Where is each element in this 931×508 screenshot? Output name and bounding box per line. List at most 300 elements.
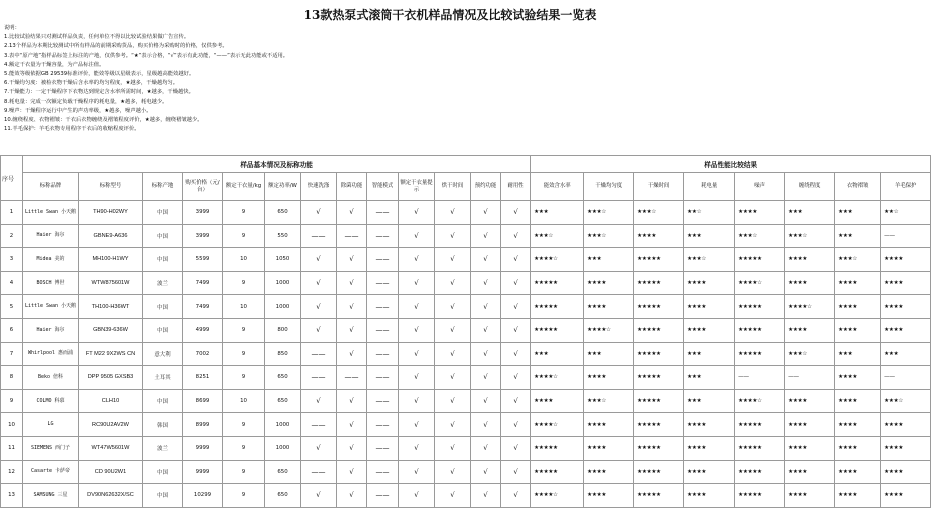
column-header: 干燥均匀度 bbox=[584, 173, 634, 201]
table-cell-no: 13 bbox=[1, 484, 23, 508]
table-cell-l: ★★★★ bbox=[881, 436, 931, 460]
table-cell-no: 9 bbox=[1, 389, 23, 413]
table-cell-c5: √ bbox=[435, 436, 471, 460]
table-cell-no: 5 bbox=[1, 295, 23, 319]
table-row bbox=[1, 201, 931, 225]
table-cell-no: 7 bbox=[1, 342, 23, 366]
table-cell-i: ★★★★★ bbox=[735, 413, 785, 437]
table-cell-origin: 波兰 bbox=[143, 271, 183, 295]
table-cell-i: ★★★★☆ bbox=[735, 271, 785, 295]
table-cell-price: 5599 bbox=[183, 248, 223, 272]
table-cell-c4: √ bbox=[399, 484, 435, 508]
table-cell-j: ★★★ bbox=[785, 201, 835, 225]
table-cell-i: —— bbox=[735, 366, 785, 390]
column-header: 快速洗涤 bbox=[301, 173, 337, 201]
table-cell-f: ★★★☆ bbox=[584, 389, 634, 413]
table-cell-c5: √ bbox=[435, 295, 471, 319]
table-cell-h: ★★★★ bbox=[684, 271, 735, 295]
table-cell-c1: √ bbox=[301, 318, 337, 342]
table-cell-k: ★★★★ bbox=[835, 436, 881, 460]
table-cell-price: 7499 bbox=[183, 271, 223, 295]
table-cell-l: ★★★ bbox=[881, 342, 931, 366]
table-cell-h: ★★★ bbox=[684, 342, 735, 366]
table-cell-brand: BOSCH 博世 bbox=[23, 271, 79, 295]
table-cell-f: ★★★ bbox=[584, 342, 634, 366]
table-cell-k: ★★★ bbox=[835, 224, 881, 248]
table-cell-c6: √ bbox=[471, 436, 501, 460]
column-header: 预约功能 bbox=[471, 173, 501, 201]
note-line: 5.能效等级依据GB 29539标准评价，能效等级以星级表示，星级越高能效越好。 bbox=[4, 70, 195, 77]
table-cell-model: TH90-H02WY bbox=[79, 201, 143, 225]
table-cell-j: ★★★★ bbox=[785, 460, 835, 484]
table-cell-power: 550 bbox=[265, 224, 301, 248]
table-cell-no: 6 bbox=[1, 318, 23, 342]
table-cell-durability: √ bbox=[501, 224, 531, 248]
table-row bbox=[1, 295, 931, 319]
table-cell-c5: √ bbox=[435, 366, 471, 390]
note-line: 1.比较试验结果只对测试样品负责，任何单位不得以比较试验结果做广告宣传。 bbox=[4, 34, 190, 41]
note-line: 11.羊毛保护：羊毛衣物专用程序干衣后的收缩程度评价。 bbox=[4, 126, 140, 133]
table-cell-cap: 10 bbox=[223, 295, 265, 319]
table-cell-power: 650 bbox=[265, 366, 301, 390]
table-cell-power: 800 bbox=[265, 318, 301, 342]
note-line: 9.噪声：干燥程序运行中产生的声功率级，★越多，噪声越小。 bbox=[4, 107, 152, 114]
table-cell-power: 650 bbox=[265, 201, 301, 225]
table-row bbox=[1, 318, 931, 342]
table-cell-no: 4 bbox=[1, 271, 23, 295]
table-cell-c3: —— bbox=[367, 366, 399, 390]
table-cell-cap: 9 bbox=[223, 224, 265, 248]
note-line: 4.额定干衣量为干燥容量，为产品标注值。 bbox=[4, 61, 105, 68]
column-header: 能效含水率 bbox=[531, 173, 584, 201]
column-header: 额定功率/W bbox=[265, 173, 301, 201]
table-cell-durability: √ bbox=[501, 389, 531, 413]
table-cell-durability: √ bbox=[501, 201, 531, 225]
table-cell-i: ★★★★★ bbox=[735, 318, 785, 342]
table-row bbox=[1, 366, 931, 390]
table-cell-f: ★★★ bbox=[584, 248, 634, 272]
table-cell-c3: —— bbox=[367, 318, 399, 342]
table-cell-j: —— bbox=[785, 366, 835, 390]
table-cell-c2: √ bbox=[337, 484, 367, 508]
table-cell-c3: —— bbox=[367, 436, 399, 460]
table-cell-c2: √ bbox=[337, 436, 367, 460]
table-cell-j: ★★★★ bbox=[785, 436, 835, 460]
table-cell-durability: √ bbox=[501, 295, 531, 319]
table-cell-l: ★★★★ bbox=[881, 413, 931, 437]
table-cell-h: ★★★★ bbox=[684, 436, 735, 460]
column-header: 标称品牌 bbox=[23, 173, 79, 201]
table-cell-c4: √ bbox=[399, 318, 435, 342]
table-cell-c1: —— bbox=[301, 342, 337, 366]
table-cell-brand: Haier 海尔 bbox=[23, 318, 79, 342]
table-cell-c1: √ bbox=[301, 271, 337, 295]
table-cell-e: ★★★☆ bbox=[531, 224, 584, 248]
table-cell-cap: 9 bbox=[223, 484, 265, 508]
column-header: 缠绕程度 bbox=[785, 173, 835, 201]
table-cell-model: CD 90U2W1 bbox=[79, 460, 143, 484]
table-cell-model: DV90N62632X/SC bbox=[79, 484, 143, 508]
table-cell-model: RC90U2AV2W bbox=[79, 413, 143, 437]
table-cell-j: ★★★★☆ bbox=[785, 295, 835, 319]
table-cell-origin: 中国 bbox=[143, 248, 183, 272]
note-line: 7.干燥能力：一定干燥程序下衣物达到规定含水率所需时间，★越多，干燥越快。 bbox=[4, 89, 194, 96]
table-cell-no: 3 bbox=[1, 248, 23, 272]
table-cell-l: ★★★★ bbox=[881, 295, 931, 319]
table-cell-cap: 10 bbox=[223, 248, 265, 272]
table-cell-c5: √ bbox=[435, 201, 471, 225]
table-cell-price: 8699 bbox=[183, 389, 223, 413]
table-cell-origin: 韩国 bbox=[143, 413, 183, 437]
table-cell-f: ★★★★ bbox=[584, 295, 634, 319]
table-cell-c4: √ bbox=[399, 201, 435, 225]
table-cell-k: ★★★★ bbox=[835, 318, 881, 342]
table-cell-e: ★★★★☆ bbox=[531, 413, 584, 437]
table-cell-c5: √ bbox=[435, 224, 471, 248]
table-cell-no: 11 bbox=[1, 436, 23, 460]
table-cell-cap: 9 bbox=[223, 318, 265, 342]
table-cell-c1: —— bbox=[301, 460, 337, 484]
table-cell-c4: √ bbox=[399, 271, 435, 295]
table-cell-g: ★★★★★ bbox=[634, 318, 684, 342]
table-cell-h: ★★★★ bbox=[684, 484, 735, 508]
table-row bbox=[1, 389, 931, 413]
table-cell-j: ★★★★ bbox=[785, 248, 835, 272]
table-cell-c3: —— bbox=[367, 413, 399, 437]
table-cell-e: ★★★★★ bbox=[531, 318, 584, 342]
table-cell-i: ★★★★★ bbox=[735, 342, 785, 366]
table-cell-cap: 9 bbox=[223, 271, 265, 295]
column-header: 噪声 bbox=[735, 173, 785, 201]
table-cell-i: ★★★★☆ bbox=[735, 389, 785, 413]
table-row bbox=[1, 413, 931, 437]
table-cell-c4: √ bbox=[399, 366, 435, 390]
table-cell-i: ★★★★★ bbox=[735, 295, 785, 319]
table-cell-f: ★★★☆ bbox=[584, 201, 634, 225]
column-header: 额定干衣量提示 bbox=[399, 173, 435, 201]
table-cell-f: ★★★★ bbox=[584, 366, 634, 390]
table-cell-cap: 9 bbox=[223, 201, 265, 225]
table-cell-brand: SAMSUNG 三星 bbox=[23, 484, 79, 508]
table-cell-origin: 中国 bbox=[143, 318, 183, 342]
table-cell-c4: √ bbox=[399, 436, 435, 460]
table-cell-e: ★★★★★ bbox=[531, 271, 584, 295]
table-cell-c1: √ bbox=[301, 436, 337, 460]
table-row bbox=[1, 460, 931, 484]
table-cell-h: ★★★☆ bbox=[684, 248, 735, 272]
table-cell-c3: —— bbox=[367, 248, 399, 272]
seq-header: 序号 bbox=[1, 156, 23, 201]
table-cell-c4: √ bbox=[399, 342, 435, 366]
table-cell-e: ★★★★☆ bbox=[531, 248, 584, 272]
table-cell-g: ★★★★★ bbox=[634, 413, 684, 437]
table-cell-c4: √ bbox=[399, 224, 435, 248]
column-header: 衣物褶皱 bbox=[835, 173, 881, 201]
column-header: 羊毛保护 bbox=[881, 173, 931, 201]
group-header-performance: 样品性能比较结果 bbox=[531, 156, 931, 173]
table-cell-model: GBN39-636W bbox=[79, 318, 143, 342]
table-cell-g: ★★★★★ bbox=[634, 271, 684, 295]
table-cell-c2: √ bbox=[337, 389, 367, 413]
table-cell-durability: √ bbox=[501, 271, 531, 295]
table-cell-l: ★★★★ bbox=[881, 318, 931, 342]
table-cell-c6: √ bbox=[471, 413, 501, 437]
table-cell-price: 9999 bbox=[183, 460, 223, 484]
table-cell-c1: √ bbox=[301, 248, 337, 272]
table-cell-i: ★★★☆ bbox=[735, 224, 785, 248]
table-cell-k: ★★★★ bbox=[835, 460, 881, 484]
table-cell-c6: √ bbox=[471, 366, 501, 390]
table-cell-l: ★★★☆ bbox=[881, 389, 931, 413]
table-cell-k: ★★★★ bbox=[835, 389, 881, 413]
table-cell-h: ★★★ bbox=[684, 224, 735, 248]
table-cell-j: ★★★★ bbox=[785, 413, 835, 437]
table-cell-model: TH100-H36WT bbox=[79, 295, 143, 319]
table-cell-c6: √ bbox=[471, 484, 501, 508]
table-cell-cap: 10 bbox=[223, 389, 265, 413]
table-cell-power: 1000 bbox=[265, 295, 301, 319]
table-cell-power: 650 bbox=[265, 484, 301, 508]
table-cell-durability: √ bbox=[501, 460, 531, 484]
table-cell-cap: 9 bbox=[223, 366, 265, 390]
table-cell-origin: 中国 bbox=[143, 224, 183, 248]
table-cell-c1: √ bbox=[301, 201, 337, 225]
table-cell-f: ★★★★ bbox=[584, 436, 634, 460]
table-body bbox=[1, 201, 931, 508]
table-cell-model: GBNE9-A636 bbox=[79, 224, 143, 248]
note-line: 8.耗电量：完成一次额定负载干燥程序的耗电量，★越多，耗电越少。 bbox=[4, 98, 168, 105]
table-cell-c5: √ bbox=[435, 318, 471, 342]
table-cell-g: ★★★★★ bbox=[634, 484, 684, 508]
table-cell-c3: —— bbox=[367, 389, 399, 413]
table-cell-no: 10 bbox=[1, 413, 23, 437]
table-cell-no: 1 bbox=[1, 201, 23, 225]
table-cell-c4: √ bbox=[399, 248, 435, 272]
table-cell-g: ★★★★★ bbox=[634, 295, 684, 319]
table-cell-l: ★★★★ bbox=[881, 271, 931, 295]
table-cell-k: ★★★☆ bbox=[835, 248, 881, 272]
table-cell-e: ★★★★ bbox=[531, 389, 584, 413]
table-cell-c2: √ bbox=[337, 413, 367, 437]
table-cell-brand: Little Swan 小天鹅 bbox=[23, 295, 79, 319]
table-cell-c5: √ bbox=[435, 413, 471, 437]
table-cell-c6: √ bbox=[471, 389, 501, 413]
table-cell-j: ★★★☆ bbox=[785, 342, 835, 366]
notes-block bbox=[4, 24, 896, 134]
column-header: 标称产地 bbox=[143, 173, 183, 201]
table-cell-c1: —— bbox=[301, 224, 337, 248]
table-cell-price: 4999 bbox=[183, 318, 223, 342]
table-cell-durability: √ bbox=[501, 248, 531, 272]
table-cell-c6: √ bbox=[471, 342, 501, 366]
table-cell-brand: Casarte 卡萨帝 bbox=[23, 460, 79, 484]
table-cell-durability: √ bbox=[501, 342, 531, 366]
table-cell-cap: 9 bbox=[223, 342, 265, 366]
column-header-row bbox=[1, 173, 931, 201]
table-cell-e: ★★★★☆ bbox=[531, 484, 584, 508]
table-cell-price: 3999 bbox=[183, 224, 223, 248]
column-header: 智能模式 bbox=[367, 173, 399, 201]
table-cell-h: ★★★ bbox=[684, 366, 735, 390]
table-cell-g: ★★★★★ bbox=[634, 389, 684, 413]
table-cell-origin: 波兰 bbox=[143, 436, 183, 460]
table-cell-h: ★★★★ bbox=[684, 318, 735, 342]
table-cell-power: 1050 bbox=[265, 248, 301, 272]
table-cell-l: ★★★★ bbox=[881, 460, 931, 484]
table-cell-cap: 9 bbox=[223, 460, 265, 484]
table-cell-price: 7002 bbox=[183, 342, 223, 366]
table-cell-f: ★★★★ bbox=[584, 484, 634, 508]
table-cell-c2: √ bbox=[337, 318, 367, 342]
results-table bbox=[0, 155, 931, 508]
table-cell-g: ★★★★★ bbox=[634, 342, 684, 366]
table-cell-g: ★★★☆ bbox=[634, 201, 684, 225]
table-cell-durability: √ bbox=[501, 413, 531, 437]
table-cell-price: 8999 bbox=[183, 413, 223, 437]
table-cell-brand: SIEMENS 西门子 bbox=[23, 436, 79, 460]
table-cell-origin: 中国 bbox=[143, 460, 183, 484]
table-cell-c4: √ bbox=[399, 413, 435, 437]
table-cell-price: 8251 bbox=[183, 366, 223, 390]
table-cell-origin: 中国 bbox=[143, 201, 183, 225]
table-cell-i: ★★★★★ bbox=[735, 460, 785, 484]
table-cell-k: ★★★★ bbox=[835, 484, 881, 508]
table-cell-cap: 9 bbox=[223, 436, 265, 460]
table-cell-c2: —— bbox=[337, 224, 367, 248]
notes-label: 说明： bbox=[4, 25, 20, 31]
table-cell-g: ★★★★ bbox=[634, 224, 684, 248]
table-cell-f: ★★★★☆ bbox=[584, 318, 634, 342]
table-cell-price: 3999 bbox=[183, 201, 223, 225]
table-cell-c4: √ bbox=[399, 295, 435, 319]
table-cell-h: ★★★ bbox=[684, 389, 735, 413]
table-cell-power: 850 bbox=[265, 342, 301, 366]
table-cell-c4: √ bbox=[399, 460, 435, 484]
table-cell-c6: √ bbox=[471, 201, 501, 225]
table-cell-c5: √ bbox=[435, 460, 471, 484]
table-cell-power: 650 bbox=[265, 460, 301, 484]
table-row bbox=[1, 248, 931, 272]
table-cell-c3: —— bbox=[367, 342, 399, 366]
table-cell-c2: —— bbox=[337, 366, 367, 390]
table-cell-cap: 9 bbox=[223, 413, 265, 437]
table-cell-durability: √ bbox=[501, 484, 531, 508]
table-cell-c3: —— bbox=[367, 484, 399, 508]
table-cell-c2: √ bbox=[337, 271, 367, 295]
table-cell-c5: √ bbox=[435, 271, 471, 295]
table-cell-j: ★★★☆ bbox=[785, 224, 835, 248]
table-cell-h: ★★★★ bbox=[684, 413, 735, 437]
table-cell-e: ★★★ bbox=[531, 201, 584, 225]
table-cell-c6: √ bbox=[471, 460, 501, 484]
table-cell-i: ★★★★★ bbox=[735, 248, 785, 272]
table-cell-brand: COLMO 科慕 bbox=[23, 389, 79, 413]
table-cell-c3: —— bbox=[367, 295, 399, 319]
table-cell-l: ★★★★ bbox=[881, 248, 931, 272]
table-cell-c6: √ bbox=[471, 271, 501, 295]
table-cell-i: ★★★★★ bbox=[735, 484, 785, 508]
column-header: 干燥时间 bbox=[634, 173, 684, 201]
table-cell-origin: 中国 bbox=[143, 484, 183, 508]
table-cell-c5: √ bbox=[435, 389, 471, 413]
table-cell-origin: 意大利 bbox=[143, 342, 183, 366]
table-cell-power: 1000 bbox=[265, 436, 301, 460]
table-cell-c2: √ bbox=[337, 460, 367, 484]
table-cell-power: 1000 bbox=[265, 413, 301, 437]
table-cell-i: ★★★★★ bbox=[735, 436, 785, 460]
table-cell-model: FT M22 9X2WS CN bbox=[79, 342, 143, 366]
table-cell-no: 8 bbox=[1, 366, 23, 390]
table-cell-c1: —— bbox=[301, 413, 337, 437]
table-cell-e: ★★★★★ bbox=[531, 436, 584, 460]
column-header: 购买价格（元/台） bbox=[183, 173, 223, 201]
table-cell-durability: √ bbox=[501, 318, 531, 342]
table-cell-g: ★★★★★ bbox=[634, 248, 684, 272]
table-cell-price: 9999 bbox=[183, 436, 223, 460]
table-cell-c2: √ bbox=[337, 295, 367, 319]
table-cell-h: ★★★★ bbox=[684, 295, 735, 319]
table-cell-model: WT47W5601W bbox=[79, 436, 143, 460]
table-cell-durability: √ bbox=[501, 366, 531, 390]
table-cell-c1: √ bbox=[301, 484, 337, 508]
table-cell-c5: √ bbox=[435, 342, 471, 366]
table-cell-c6: √ bbox=[471, 295, 501, 319]
note-line: 10.缠绕程度、衣物褶皱：干衣后衣物缠绕及褶皱程度评价，★越多，缠绕褶皱越少。 bbox=[4, 116, 203, 123]
table-cell-durability: √ bbox=[501, 436, 531, 460]
table-cell-c3: —— bbox=[367, 271, 399, 295]
table-cell-j: ★★★★ bbox=[785, 271, 835, 295]
table-cell-c3: —— bbox=[367, 460, 399, 484]
table-cell-e: ★★★ bbox=[531, 342, 584, 366]
table-cell-j: ★★★★ bbox=[785, 318, 835, 342]
table-cell-c6: √ bbox=[471, 248, 501, 272]
table-cell-g: ★★★★★ bbox=[634, 436, 684, 460]
group-header-basic: 样品基本情况及标称功能 bbox=[23, 156, 531, 173]
table-row bbox=[1, 436, 931, 460]
table-cell-origin: 土耳其 bbox=[143, 366, 183, 390]
note-line: 3.表中“原产地”指样品标签上标注的产地，仅供参考。“★”表示合格，“√”表示有此功能，“——”表示无此功能或不适用。 bbox=[4, 52, 289, 59]
table-cell-g: ★★★★★ bbox=[634, 460, 684, 484]
table-cell-c1: √ bbox=[301, 295, 337, 319]
table-cell-c6: √ bbox=[471, 318, 501, 342]
table-cell-j: ★★★★ bbox=[785, 389, 835, 413]
table-cell-brand: Little Swan 小天鹅 bbox=[23, 201, 79, 225]
table-cell-brand: Haier 海尔 bbox=[23, 224, 79, 248]
table-cell-model: CLH10 bbox=[79, 389, 143, 413]
table-cell-c1: √ bbox=[301, 389, 337, 413]
table-cell-brand: Midea 美的 bbox=[23, 248, 79, 272]
table-cell-c6: √ bbox=[471, 224, 501, 248]
table-cell-c2: √ bbox=[337, 342, 367, 366]
table-cell-l: —— bbox=[881, 224, 931, 248]
table-cell-brand: LG bbox=[23, 413, 79, 437]
table-cell-price: 10299 bbox=[183, 484, 223, 508]
table-cell-power: 650 bbox=[265, 389, 301, 413]
table-cell-e: ★★★★☆ bbox=[531, 366, 584, 390]
table-cell-origin: 中国 bbox=[143, 295, 183, 319]
page-title: 13款热泵式滚筒干衣机样品情况及比较试验结果一览表 bbox=[303, 8, 597, 22]
table-cell-c5: √ bbox=[435, 248, 471, 272]
table-cell-brand: Whirlpool 惠而浦 bbox=[23, 342, 79, 366]
table-cell-model: MH100-H1WY bbox=[79, 248, 143, 272]
table-cell-brand: Beko 倍科 bbox=[23, 366, 79, 390]
column-header: 除菌功能 bbox=[337, 173, 367, 201]
table-cell-e: ★★★★★ bbox=[531, 295, 584, 319]
table-cell-c5: √ bbox=[435, 484, 471, 508]
table-cell-c4: √ bbox=[399, 389, 435, 413]
table-cell-c1: —— bbox=[301, 366, 337, 390]
table-row bbox=[1, 484, 931, 508]
